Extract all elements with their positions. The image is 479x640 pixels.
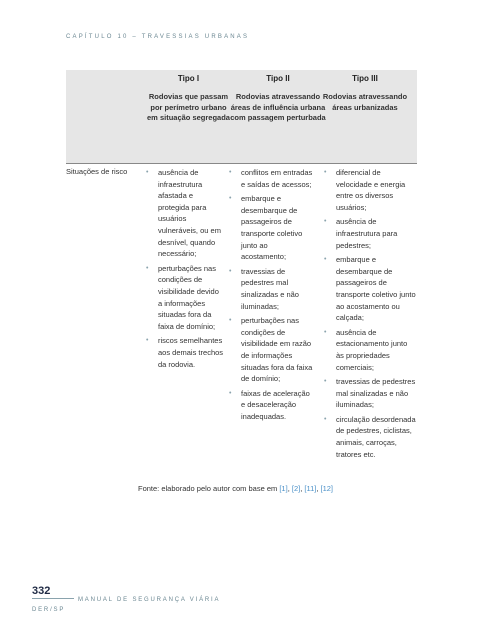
list-item [229,193,319,263]
column-type-label: Tipo II [266,74,290,83]
footer-org: DER/SP [32,607,66,613]
row-divider [66,163,417,164]
chapter-title: CAPÍTULO 10 – TRAVESSIAS URBANAS [66,34,250,40]
cell-tipo-2 [229,167,319,425]
list-item [146,263,226,333]
list-item [324,216,420,251]
bullet-icon: • [324,378,327,386]
list-item [324,327,420,373]
source-ref-link[interactable]: [1] [279,484,288,493]
bullet-icon: • [324,415,327,423]
list-item-text: circulação desordenada de pedestres, ciclistas, animais, carroças, tratores etc. [336,414,416,459]
bullet-icon: • [324,256,327,264]
column-description: Rodovias atravessando áreas urbanizadas [322,92,408,112]
bullet-icon: • [229,317,232,325]
table-header [66,70,417,163]
list-item [324,376,420,411]
list-item-text: travessias de pedestres mal sinalizadas e não iluminadas; [241,266,299,311]
list-item-text: perturbações nas condições de visibilidade em razão de informações situadas fora da faixa de domínio; [241,316,313,384]
source-ref-link[interactable]: [12] [320,484,334,493]
list-item [324,414,420,460]
list-item-text: ausência de estacionamento junto às propriedades comerciais; [336,327,408,372]
list-item-text: riscos semelhantes aos demais trechos da rodovia. [158,336,224,369]
bullet-icon: • [324,328,327,336]
bullet-icon: • [146,169,149,176]
list-item-text: travessias de pedestres mal sinalizadas e não iluminadas; [336,377,416,410]
ref-separator: , [300,484,305,493]
list-item-text: embarque e desembarque de passageiros de transporte coletivo junto ao acostamento; [241,194,303,262]
list-item [146,335,226,370]
source-prefix: Fonte: elaborado pelo autor com base em [138,484,280,493]
column-description: Rodovias que passam por perímetro urbano em situação segregada [147,92,230,122]
bullet-icon: • [229,195,232,203]
cell-tipo-1 [146,167,226,373]
list-item [229,315,319,385]
list-item [229,266,319,312]
list-item-text: embarque e desembarque de passageiros de transporte coletivo junto ao acostamento ou calçada; [336,255,416,323]
list-item [324,254,420,324]
bullet-icon: • [324,169,327,176]
column-type-label: Tipo I [177,74,200,83]
ref-separator: , [287,484,292,493]
list-item-text: ausência de infraestrutura para pedestres; [336,217,398,250]
source-ref-link[interactable]: [11] [304,484,317,493]
bullet-icon: • [229,267,232,275]
row-label: Situações de risco [66,167,128,176]
list-item-text: conflitos em entradas e saídas de acessos; [241,168,313,189]
list-item-text: ausência de infraestrutura afastada e protegida para usuários vulneráveis, ou em desnível, quando necessário; [158,168,221,259]
bullet-icon: • [146,337,149,345]
bullet-list [146,167,226,370]
column-type-label: Tipo III [352,74,378,83]
column-description: Rodovias atravessando áreas de influência urbana com passagem perturbada [230,92,326,122]
list-item-text: diferencial de velocidade e energia entre os diversos usuários; [336,168,406,212]
footer-manual-title: MANUAL DE SEGURANÇA VIÁRIA [78,597,221,603]
bullet-list [229,167,319,422]
list-item [324,167,420,213]
source-ref-link[interactable]: [2] [291,484,301,493]
page-number: 332 [32,585,51,597]
bullet-icon: • [146,264,149,272]
bullet-icon: • [324,218,327,226]
footer-divider [32,598,74,599]
list-item-text: faixas de aceleração e desaceleração inadequadas. [241,388,310,421]
ref-separator: , [316,484,321,493]
list-item [229,167,319,190]
table-source [138,484,333,493]
risk-table [66,70,417,163]
bullet-list [324,167,420,460]
column-header-tipo-1 [146,74,231,124]
cell-tipo-3 [324,167,420,463]
list-item [146,167,226,260]
bullet-icon: • [229,389,232,397]
column-header-tipo-3 [313,74,417,113]
list-item-text: perturbações nas condições de visibilidade devido a informações situadas fora da faixa de domínio; [158,263,219,331]
list-item [229,388,319,423]
bullet-icon: • [229,169,232,176]
